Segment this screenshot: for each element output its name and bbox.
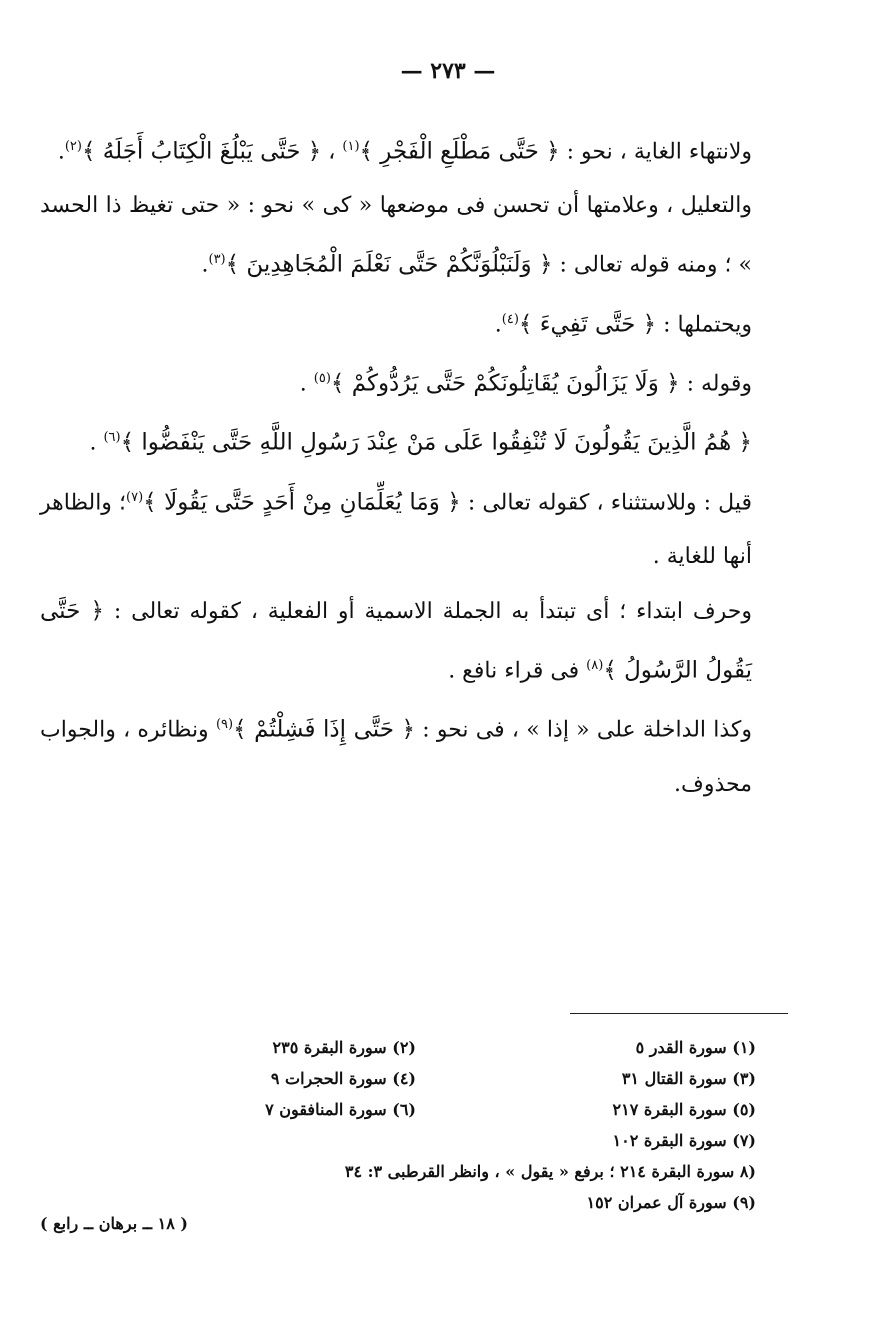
footnote-marker: (٨) xyxy=(586,657,604,673)
paragraph-yahtamiluha xyxy=(40,293,780,352)
footnote-marker: (٣) xyxy=(208,252,226,268)
paragraph-text: فى قراء نافع . xyxy=(448,658,587,684)
paragraph-text: ولانتهاء الغاية ، نحو : xyxy=(559,139,752,165)
paragraph-istithna xyxy=(40,471,780,584)
footnote-item: (٦) سورة المنافقون ٧ xyxy=(265,1100,416,1119)
footnote-divider xyxy=(570,1013,788,1014)
paragraph-text: وحرف ابتداء ؛ أى تبتدأ به الجملة الاسمية أو الفعلية ، كقوله تعالى : xyxy=(104,598,752,624)
paragraph-text: وكذا الداخلة على « إذا » ، فى نحو : xyxy=(414,717,752,743)
footnotes xyxy=(216,1032,756,1218)
footnote-item: (٨ سورة البقرة ٢١٤ ؛ برفع « يقول » ، وانظر القرطبى ٣: ٣٤ xyxy=(344,1162,756,1181)
paragraph-text: . xyxy=(57,139,65,165)
paragraph-idha xyxy=(40,698,780,811)
footnote-marker: (٤) xyxy=(501,311,519,327)
quran-quote: ﴿ حَتَّى مَطْلَعِ الْفَجْرِ ﴾ xyxy=(359,138,560,165)
footnote-marker: (٢) xyxy=(64,139,82,154)
paragraph-text: ؛ والظاهر أنها للغاية . xyxy=(40,489,752,569)
quran-quote: ﴿ حَتَّى إِذَا فَشِلْتُمْ ﴾ xyxy=(233,716,415,743)
main-text xyxy=(40,120,780,812)
paragraph-text: ومنه قوله تعالى : xyxy=(552,252,718,278)
paragraph-intiha-al-ghaya xyxy=(40,120,780,179)
footnote-marker: (٥) xyxy=(313,370,331,386)
paragraph-text: . xyxy=(201,252,209,278)
paragraph-harf-ibtida xyxy=(40,584,780,698)
footnote-item: (٧) سورة البقرة ١٠٢ xyxy=(612,1131,756,1150)
quran-quote: ﴿ حَتَّى يَقُولُ الرَّسُولُ ﴾ xyxy=(40,597,752,684)
footnote-item: (٩) سورة آل عمران ١٥٢ xyxy=(586,1193,756,1212)
signature-mark: ( ١٨ ــ برهان ــ رابع ) xyxy=(40,1214,188,1233)
paragraph-qawluhu xyxy=(40,352,780,411)
quran-quote: ﴿ وَلَا يَزَالُونَ يُقَاتِلُونَكُمْ حَتَّى يَرُدُّوكُمْ ﴾ xyxy=(330,370,680,397)
footnote-marker: (٩) xyxy=(215,717,234,733)
paragraph-text: ويحتملها : xyxy=(656,311,752,337)
quran-quote: ﴿ وَمَا يُعَلِّمَانِ مِنْ أَحَدٍ حَتَّى يَقُولَا ﴾ xyxy=(143,488,461,515)
footnote-item: (٤) سورة الحجرات ٩ xyxy=(270,1069,416,1088)
footnote-item: (٣) سورة القتال ٣١ xyxy=(621,1069,756,1088)
quran-quote: ﴿ هُمُ الَّذِينَ يَقُولُونَ لَا تُنْفِقُوا عَلَى مَنْ عِنْدَ رَسُولِ اللَّهِ حَتَّى يَنْفَضُّوا ﴾ xyxy=(120,429,752,456)
footnote-item: (٢) سورة البقرة ٢٣٥ xyxy=(272,1038,416,1057)
footnote-marker: (١) xyxy=(342,139,360,154)
quran-quote: ﴿ وَلَنَبْلُوَنَّكُمْ حَتَّى نَعْلَمَ الْمُجَاهِدِينَ ﴾ xyxy=(225,251,553,278)
paragraph-taleel xyxy=(40,179,780,292)
paragraph-munafiqun-verse xyxy=(40,411,780,470)
footnote-item: (٥) سورة البقرة ٢١٧ xyxy=(612,1100,756,1119)
footnote-item: (١) سورة القدر ٥ xyxy=(635,1038,756,1057)
paragraph-text: . xyxy=(494,311,502,337)
paragraph-text: ونظائره ، والجواب محذوف. xyxy=(40,717,752,797)
footnote-marker: (٧) xyxy=(126,489,144,505)
footnote-row xyxy=(216,1094,756,1125)
page-number: — ٢٧٣ — xyxy=(400,58,496,84)
paragraph-text: وقوله : xyxy=(679,371,752,397)
paragraph-text: . xyxy=(89,430,104,456)
paragraph-text: . xyxy=(299,371,314,397)
quran-quote: ﴿ حَتَّى يَبْلُغَ الْكِتَابُ أَجَلَهُ ﴾ xyxy=(81,138,322,165)
paragraph-text: والتعليل ، وعلامتها أن تحسن فى موضعها « كى » نحو : « حتى تغيظ ذا الحسد » ؛ xyxy=(40,193,752,278)
paragraph-text: ، xyxy=(321,139,343,165)
footnote-row xyxy=(216,1032,756,1063)
paragraph-text: قيل : وللاستثناء ، كقوله تعالى : xyxy=(460,489,752,515)
quran-quote: ﴿ حَتَّى تَفِيءَ ﴾ xyxy=(518,310,657,337)
footnote-marker: (٦) xyxy=(103,430,121,446)
footnote-row xyxy=(216,1063,756,1094)
